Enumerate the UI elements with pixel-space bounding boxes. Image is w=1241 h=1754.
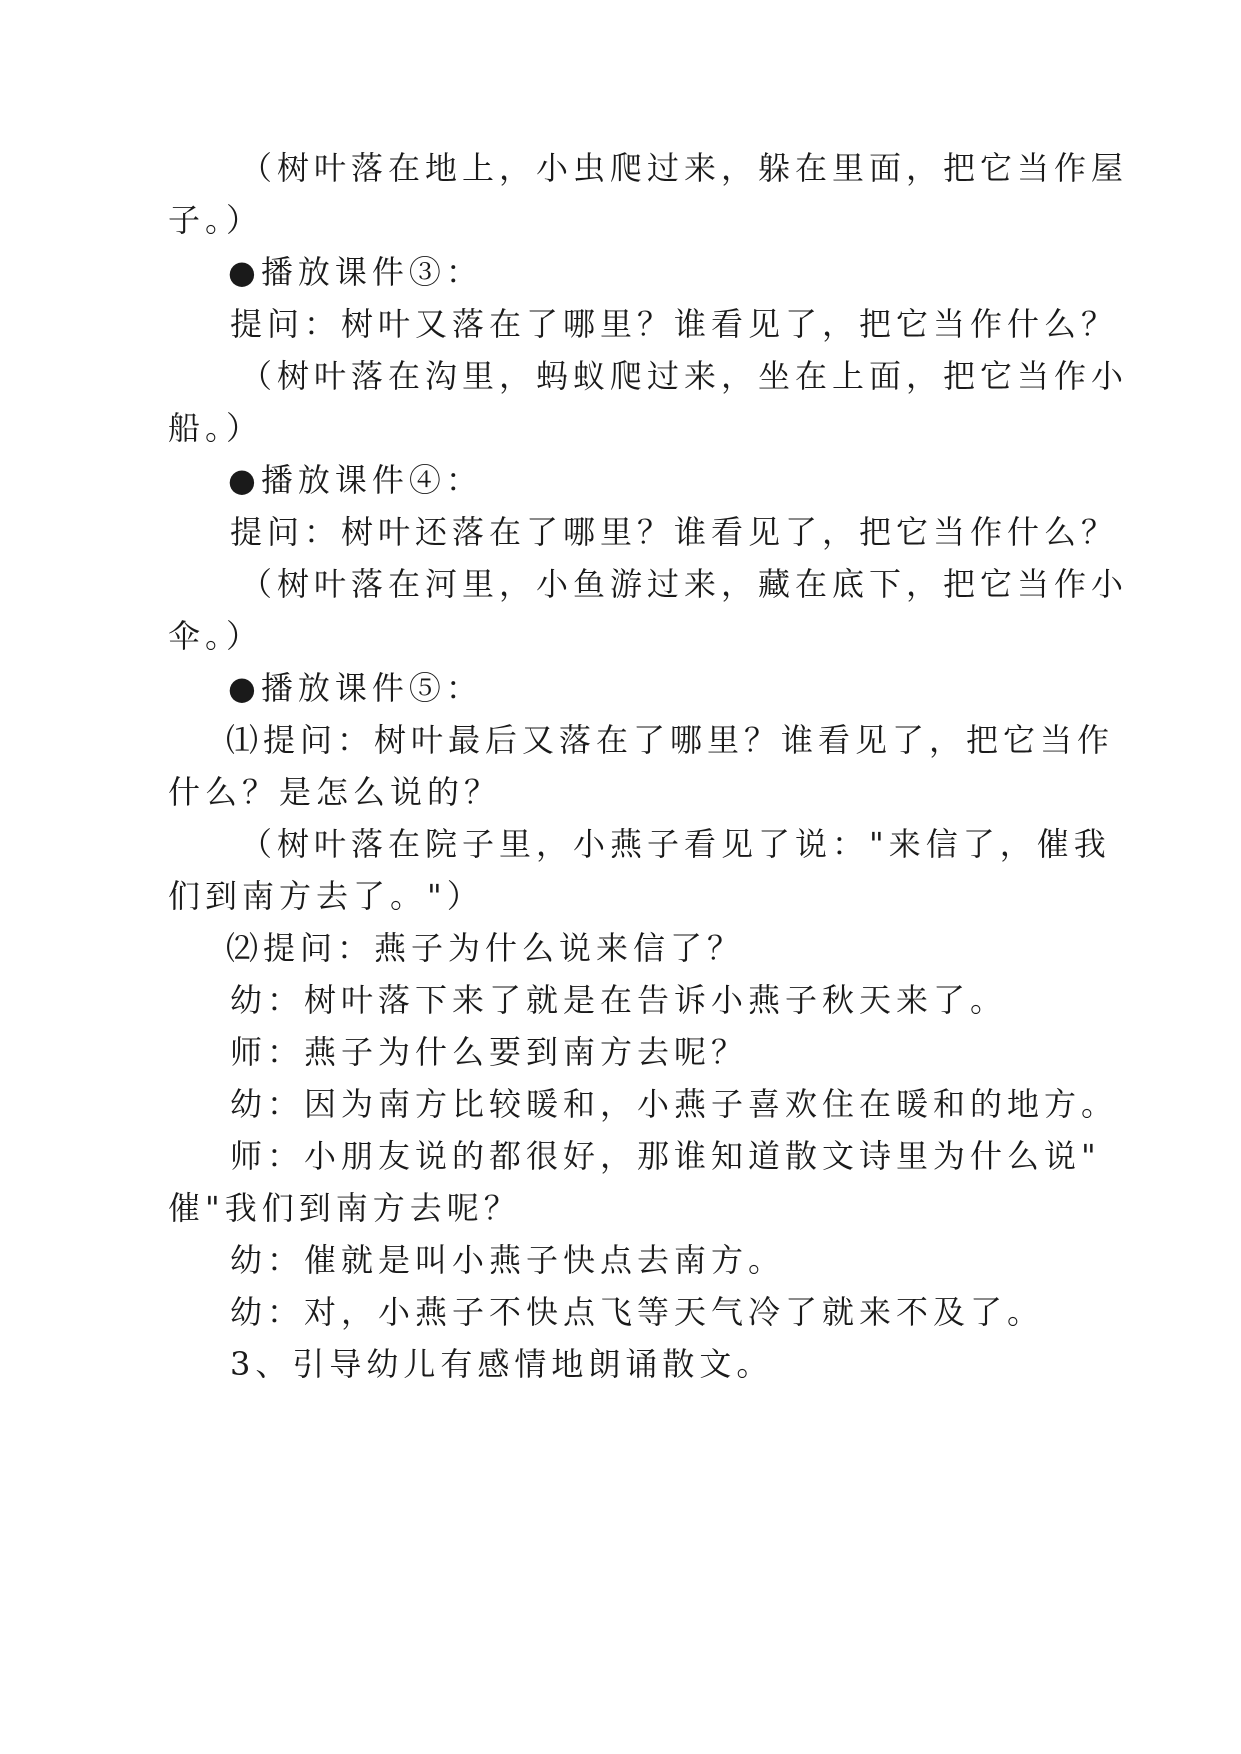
text-line-11: ●播放课件⑤： — [228, 669, 483, 707]
text-line-13: 什么？是怎么说的？ — [168, 773, 502, 811]
text-line-8: 提问：树叶还落在了哪里？谁看见了，把它当作什么？ — [230, 513, 1119, 551]
text-line-22: 幼：催就是叫小燕子快点去南方。 — [230, 1241, 786, 1279]
text-line-19: 幼：因为南方比较暖和，小燕子喜欢住在暖和的地方。 — [230, 1085, 1119, 1123]
text-line-7: ●播放课件④： — [228, 461, 483, 499]
text-line-17: 幼：树叶落下来了就是在告诉小燕子秋天来了。 — [230, 981, 1008, 1019]
text-line-24: 3、引导幼儿有感情地朗诵散文。 — [230, 1345, 774, 1383]
text-line-14: （树叶落在院子里，小燕子看见了说："来信了，催我 — [240, 825, 1111, 863]
text-line-10: 伞。） — [168, 617, 264, 655]
text-line-12: ⑴提问：树叶最后又落在了哪里？谁看见了，把它当作 — [226, 721, 1115, 759]
text-line-20: 师：小朋友说的都很好，那谁知道散文诗里为什么说" — [230, 1137, 1101, 1175]
text-line-2: 子。） — [168, 201, 264, 239]
text-line-5: （树叶落在沟里，蚂蚁爬过来，坐在上面，把它当作小 — [240, 357, 1129, 395]
text-line-15: 们到南方去了。"） — [168, 877, 484, 915]
text-line-6: 船。） — [168, 409, 264, 447]
text-line-1: （树叶落在地上，小虫爬过来，躲在里面，把它当作屋 — [240, 149, 1129, 187]
text-line-3: ●播放课件③： — [228, 253, 483, 291]
text-line-9: （树叶落在河里，小鱼游过来，藏在底下，把它当作小 — [240, 565, 1129, 603]
text-line-18: 师：燕子为什么要到南方去呢？ — [230, 1033, 749, 1071]
text-line-21: 催"我们到南方去呢？ — [168, 1189, 521, 1227]
text-line-23: 幼：对，小燕子不快点飞等天气冷了就来不及了。 — [230, 1293, 1045, 1331]
text-line-4: 提问：树叶又落在了哪里？谁看见了，把它当作什么？ — [230, 305, 1119, 343]
text-line-16: ⑵提问：燕子为什么说来信了？ — [226, 929, 745, 967]
